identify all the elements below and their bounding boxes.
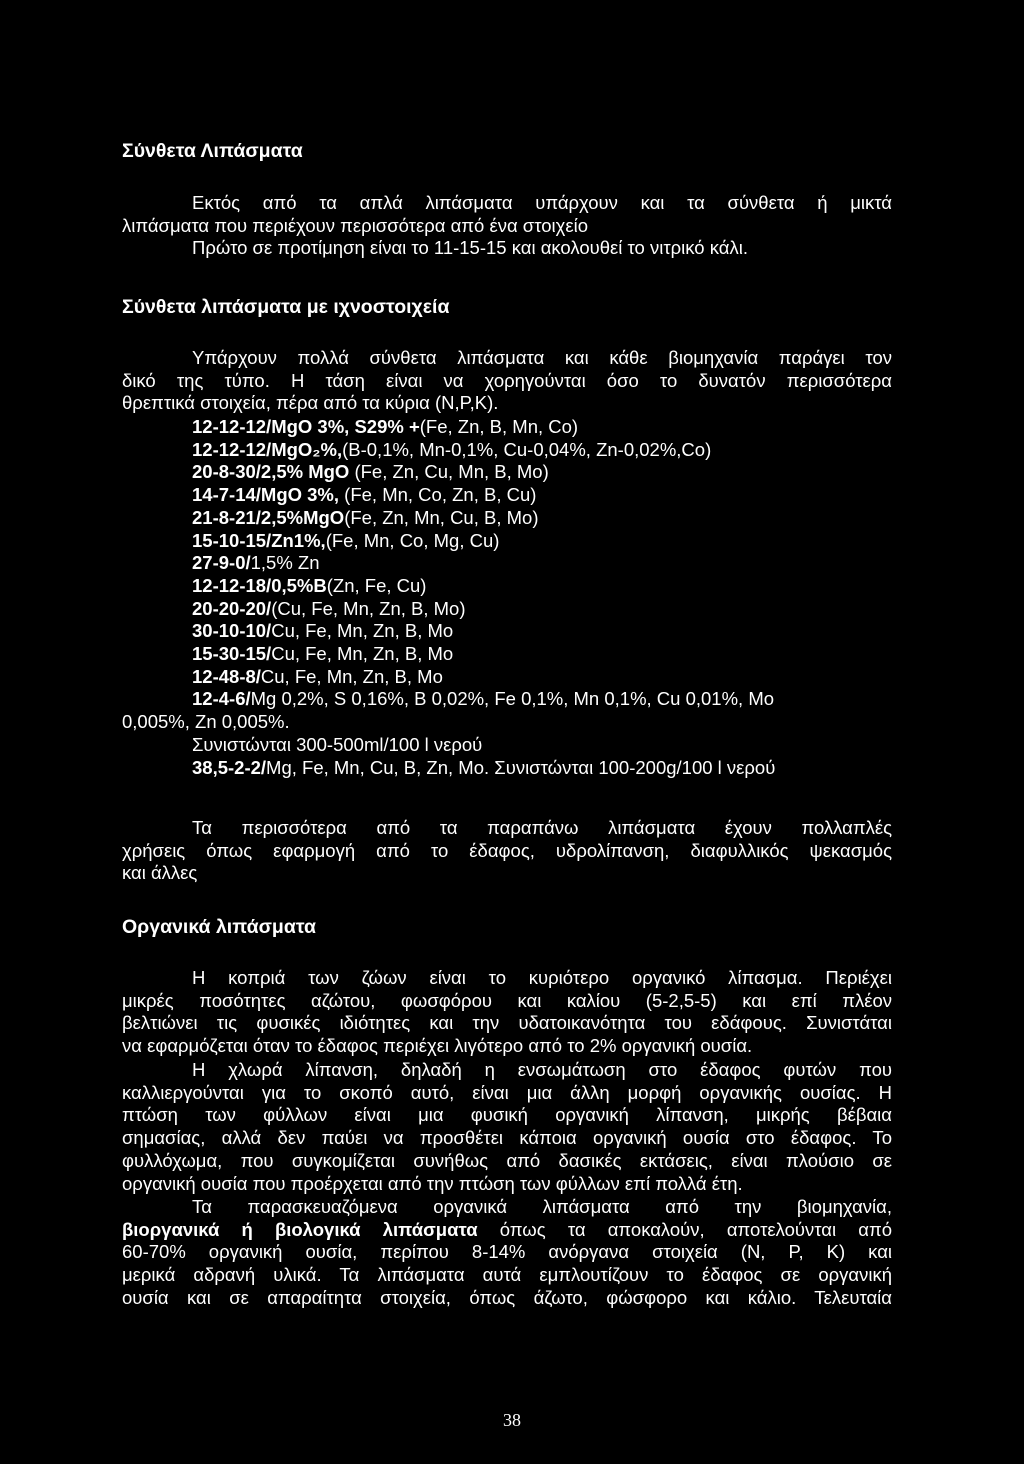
formula-code: 20-20-20/ — [192, 597, 272, 619]
formula-line — [122, 552, 892, 575]
text-line: οργανική ουσία που προέρχεται από την πτώση των φύλλων επί πολλά έτη. — [122, 1172, 743, 1194]
text-line: να εφαρμόζεται όταν το έδαφος περιέχει λιγότερο από το 2% οργανική ουσία. — [122, 1035, 753, 1057]
formula-line — [122, 530, 892, 553]
paragraph-industrial-organic — [122, 1196, 892, 1310]
formula-line — [122, 416, 892, 439]
text-fragment: όπως τα αποκαλούν, αποτελούνται από — [477, 1218, 892, 1240]
text-line: Εκτός από τα απλά λιπάσματα υπάρχουν και τα σύνθετα ή μικτά — [192, 192, 892, 213]
formula-code: 27-9-0/ — [192, 552, 251, 574]
formula-elements: (B-0,1%, Mn-0,1%, Cu-0,04%, Zn-0,02%,Co) — [342, 438, 712, 460]
formula-elements: Cu, Fe, Mn, Zn, B, Mo — [271, 620, 454, 642]
formula-elements: (Zn, Fe, Cu) — [326, 574, 427, 596]
formula-code: 12-12-18/0,5%B — [192, 574, 327, 596]
formula-line — [122, 461, 892, 484]
text-line: 60-70% οργανική ουσία, περίπου 8-14% ανόργανα στοιχεία (N, P, K) και — [122, 1241, 892, 1263]
page-number: 38 — [503, 1410, 521, 1430]
heading-trace-elements: Σύνθετα λιπάσματα με ιχνοστοιχεία — [122, 296, 450, 318]
formula-elements: (Fe, Zn, Cu, Mn, B, Mo) — [354, 461, 549, 483]
formula-code: 15-30-15/ — [192, 643, 272, 665]
text-line: μικρές ποσότητες αζώτου, φωσφόρου και καλίου (5-2,5-5) και επί πλέον — [122, 989, 892, 1011]
formula-elements: (Cu, Fe, Mn, Zn, B, Mo) — [271, 597, 466, 619]
text-line: μερικά αδρανή υλικά. Τα λιπάσματα αυτά εμπλουτίζουν το έδαφος σε οργανική — [122, 1264, 892, 1286]
formula-elements: (Fe, Mn, Co, Zn, B, Cu) — [344, 484, 537, 506]
text-line: πτώση των φύλλων είναι μια φυσική οργανική λίπανση, μικρής βέβαια — [122, 1104, 892, 1126]
text-line: ουσία και σε απαραίτητα στοιχεία, όπως άζωτο, φώσφορο και κάλιο. Τελευταία — [122, 1286, 892, 1308]
text-line: Η κοπριά των ζώων είναι το κυριότερο οργανικό λίπασμα. Περιέχει — [192, 967, 892, 988]
text-line: σημασίας, αλλά δεν παύει να προσθέτει κάποια οργανική ουσία στο έδαφος. Το — [122, 1127, 892, 1149]
formula-line — [122, 620, 892, 643]
formula-elements: (Fe, Zn, B, Mn, Co) — [419, 416, 579, 437]
text-line: χρήσεις όπως εφαρμογή από το έδαφος, υδρολίπανση, διαφυλλικός ψεκασμός — [122, 839, 892, 861]
text-line: λιπάσματα που περιέχουν περισσότερα από ένα στοιχείο — [122, 214, 589, 236]
text-line: φυλλόχωμα, που συγκομίζεται συνήθως από δασικές εκτάσεις, είναι πλούσιο σε — [122, 1149, 892, 1171]
text-line — [122, 1219, 892, 1242]
paragraph-uses — [122, 817, 892, 885]
formula-line — [122, 484, 892, 507]
formula-code: 12-12-12/MgO₂%, — [192, 438, 343, 460]
formula-elements: (Fe, Zn, Mn, Cu, B, Mo) — [344, 506, 539, 528]
text-line: Τα περισσότερα από τα παραπάνω λιπάσματα έχουν πολλαπλές — [192, 817, 892, 838]
paragraph-manure — [122, 967, 892, 1058]
formula-elements: 1,5% Zn — [250, 552, 320, 574]
formula-line — [122, 575, 892, 598]
formula-line — [122, 643, 892, 666]
formula-code: 30-10-10/ — [192, 620, 272, 642]
formula-code: 38,5-2-2/ — [192, 756, 267, 778]
text-line: Τα παρασκευαζόμενα οργανικά λιπάσματα από την βιομηχανία, — [192, 1196, 892, 1217]
formula-elements: Mg 0,2%, S 0,16%, B 0,02%, Fe 0,1%, Mn 0,1%, Cu 0,01%, Mo — [250, 688, 775, 710]
text-line: Υπάρχουν πολλά σύνθετα λιπάσματα και κάθε βιομηχανία παράγει τον — [192, 347, 892, 368]
formula-line — [122, 688, 892, 711]
formula-line — [122, 439, 892, 462]
formula-continuation: 0,005%, Zn 0,005%. — [122, 711, 290, 733]
formula-line — [122, 598, 892, 621]
formula-code: 15-10-15/Zn1%, — [192, 529, 326, 551]
text-line: δικό της τύπο. Η τάση είναι να χορηγούνται όσο το δυνατόν περισσότερα — [122, 369, 892, 391]
text-line: καλλιεργούνται για το σκοπό αυτό, είναι μια άλλη μορφή οργανικής ουσίας. Η — [122, 1081, 892, 1103]
formula-elements: Mg, Fe, Mn, Cu, B, Zn, Mo. Συνιστώνται 100-200g/100 l νερού — [266, 756, 776, 778]
formula-line — [122, 507, 892, 530]
formula-line — [122, 666, 892, 689]
bold-term: βιοργανικά ή βιολογικά λιπάσματα — [122, 1218, 478, 1240]
text-line: Πρώτο σε προτίμηση είναι το 11-15-15 και ακολουθεί το νιτρικό κάλι. — [192, 237, 748, 259]
text-line: Η χλωρά λίπανση, δηλαδή η ενσωμάτωση στο έδαφος φυτών που — [192, 1059, 892, 1080]
formula-code: 12-4-6/ — [192, 688, 251, 710]
formula-list — [122, 416, 892, 779]
text-line: θρεπτικά στοιχεία, πέρα από τα κύρια (N,P,K). — [122, 392, 499, 414]
paragraph-trace-intro — [122, 347, 892, 415]
heading-organic-fertilizers: Οργανικά λιπάσματα — [122, 916, 317, 938]
dosage-line: Συνιστώνται 300-500ml/100 l νερού — [192, 733, 483, 755]
formula-line — [122, 757, 892, 780]
heading-composite-fertilizers: Σύνθετα Λιπάσματα — [122, 140, 303, 162]
paragraph-green-manure — [122, 1059, 892, 1195]
paragraph-composite-intro — [122, 192, 892, 260]
formula-code: 14-7-14/MgO 3%, — [192, 484, 345, 506]
formula-code: 12-48-8/ — [192, 665, 261, 687]
formula-code: 21-8-21/2,5%MgO — [192, 506, 345, 528]
formula-code: 12-12-12/MgO 3%, S29% + — [192, 416, 420, 437]
text-line: βελτιώνει τις φυσικές ιδιότητες και την υδατοικανότητα του εδάφους. Συνιστάται — [122, 1012, 892, 1034]
text-line: και άλλες — [122, 862, 198, 884]
formula-elements: (Fe, Mn, Co, Mg, Cu) — [325, 529, 500, 551]
formula-elements: Cu, Fe, Mn, Zn, B, Mo — [260, 665, 443, 687]
formula-elements: Cu, Fe, Mn, Zn, B, Mo — [271, 643, 454, 665]
formula-code: 20-8-30/2,5% MgO — [192, 461, 355, 483]
